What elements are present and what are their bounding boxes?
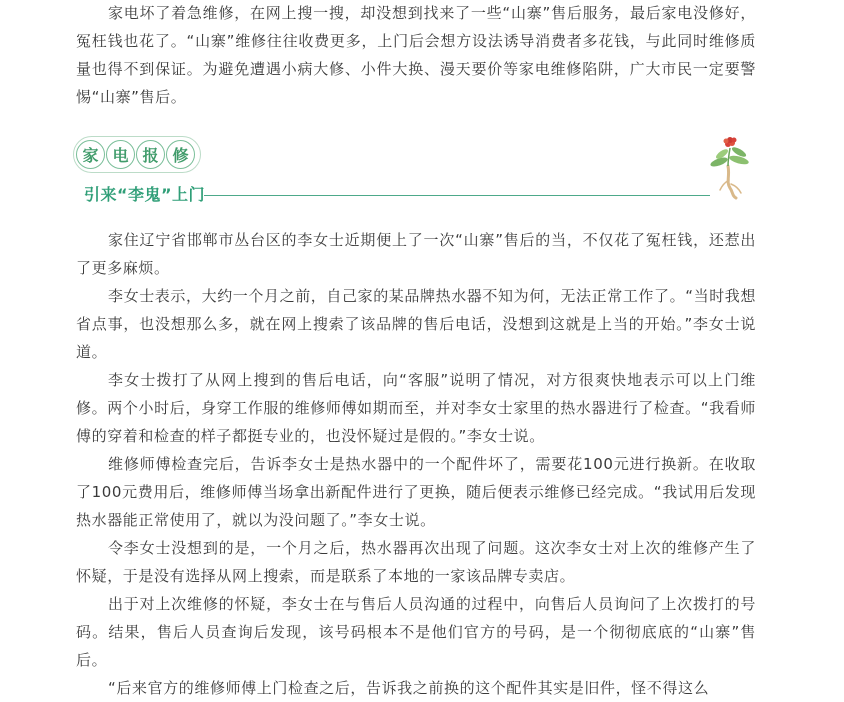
body-paragraph-5: 令李女士没想到的是，一个月之后，热水器再次出现了问题。这次李女士对上次的维修产生了怀疑，于是没有选择从网上搜索，而是联系了本地的一家该品牌专卖店。 (76, 539, 756, 585)
body-paragraph-6: 出于对上次维修的怀疑，李女士在与售后人员沟通的过程中，向售后人员询问了上次拨打的号码。结果，售后人员查询后发现，该号码根本不是他们官方的号码，是一个彻彻底底的“山寨”售后。 (76, 595, 756, 669)
herb-plant-icon (706, 136, 754, 200)
article (76, 0, 756, 702)
badge-char-2: 电 (106, 140, 135, 169)
body-paragraph-3: 李女士拨打了从网上搜到的售后电话，向“客服”说明了情况，对方很爽快地表示可以上门维修。两个小时后，身穿工作服的维修师傅如期而至，并对李女士家里的热水器进行了检查。“我看师傅的穿着和检查的样子都挺专业的，也没怀疑过是假的。”李女士说。 (76, 371, 756, 445)
badge-char-3: 报 (136, 140, 165, 169)
body-paragraph-4: 维修师傅检查完后，告诉李女士是热水器中的一个配件坏了，需要花100元进行换新。在收取了100元费用后，维修师傅当场拿出新配件进行了更换，随后便表示维修已经完成。“我试用后发现热水器能正常使用了，就以为没问题了。”李女士说。 (76, 455, 756, 529)
badge-char-4: 修 (166, 140, 195, 169)
intro-paragraph: 家电坏了着急维修，在网上搜一搜，却没想到找来了一些“山寨”售后服务，最后家电没修好，冤枉钱也花了。“山寨”维修往往收费更多，上门后会想方设法诱导消费者多花钱，与此同时维修质量也得不到保证。为避免遭遇小病大修、小件大换、漫天要价等家电维修陷阱，广大市民一定要警惕“山寨”售后。 (76, 4, 756, 106)
badge-char-1: 家 (76, 140, 105, 169)
body-paragraph-7: “后来官方的维修师傅上门检查之后，告诉我之前换的这个配件其实是旧件，怪不得这么 (108, 679, 710, 697)
body-paragraph-1: 家住辽宁省邯郸市丛台区的李女士近期便上了一次“山寨”售后的当，不仅花了冤枉钱，还惹出了更多麻烦。 (76, 231, 756, 277)
section-divider (204, 195, 710, 196)
section-badge (76, 140, 196, 169)
body-paragraph-2: 李女士表示，大约一个月之前，自己家的某品牌热水器不知为何，无法正常工作了。“当时我想省点事，也没想那么多，就在网上搜索了该品牌的售后电话，没想到这就是上当的开始。”李女士说道。 (76, 287, 756, 361)
article-body (76, 226, 756, 702)
section-header (76, 136, 756, 226)
section-subtitle: 引来“李鬼”上门 (84, 185, 206, 204)
